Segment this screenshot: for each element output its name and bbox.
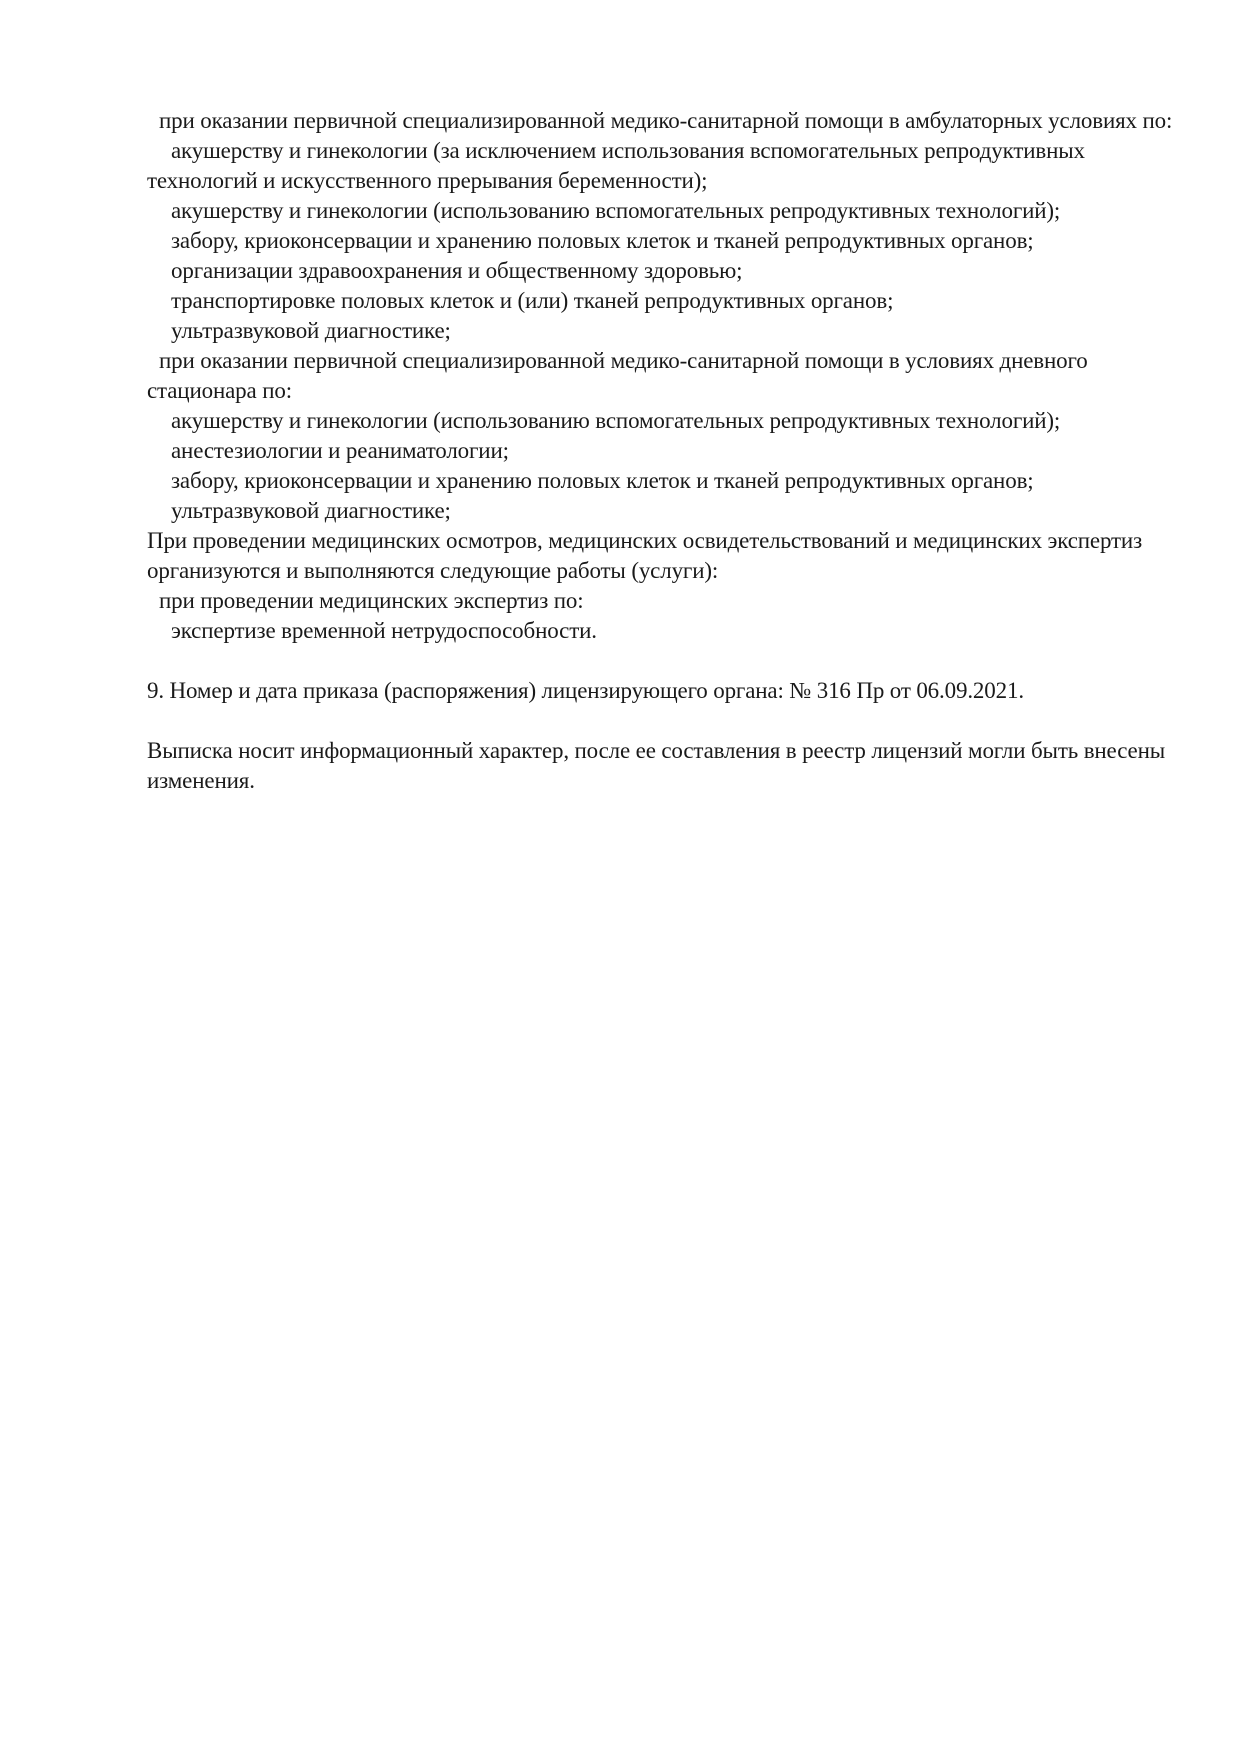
document-content: [147, 106, 1182, 796]
ambulatory-intro: при оказании первичной специализированной медико-санитарной помощи в амбулаторных условиях по:: [159, 108, 1173, 133]
ambulatory-item-cryo: забору, криоконсервации и хранению половых клеток и тканей репродуктивных органов;: [171, 228, 1034, 253]
ambulatory-item-obgyn-excl: акушерству и гинекологии (за исключением использования вспомогательных репродуктивных технологий и искусственного прерывания беременности);: [147, 138, 1085, 193]
order-number-line: 9. Номер и дата приказа (распоряжения) лицензирующего органа: № 316 Пр от 06.09.2021.: [147, 678, 1024, 703]
spacer: [147, 706, 1182, 736]
informational-note: Выписка носит информационный характер, после ее составления в реестр лицензий могли быть внесены изменения.: [147, 738, 1166, 793]
ambulatory-item-ultrasound: ультразвуковой диагностике;: [171, 318, 451, 343]
day-hospital-intro: при оказании первичной специализированной медико-санитарной помощи в условиях дневного стационара по:: [147, 348, 1088, 403]
day-hospital-item-cryo: забору, криоконсервации и хранению половых клеток и тканей репродуктивных органов;: [171, 468, 1034, 493]
ambulatory-item-obgyn-art: акушерству и гинекологии (использованию вспомогательных репродуктивных технологий);: [171, 198, 1061, 223]
expertise-intro: при проведении медицинских экспертиз по:: [159, 588, 584, 613]
day-hospital-item-ultrasound: ультразвуковой диагностике;: [171, 498, 451, 523]
expertise-heading: При проведении медицинских осмотров, медицинских освидетельствований и медицинских экспертиз организуются и выполняются следующие работы (услуги):: [147, 528, 1143, 583]
day-hospital-item-anesthesiology: анестезиологии и реаниматологии;: [171, 438, 509, 463]
expertise-item-temp-disability: экспертизе временной нетрудоспособности.: [171, 618, 597, 643]
ambulatory-item-public-health: организации здравоохранения и общественному здоровью;: [171, 258, 743, 283]
spacer: [147, 646, 1182, 676]
ambulatory-item-transport: транспортировке половых клеток и (или) тканей репродуктивных органов;: [171, 288, 894, 313]
day-hospital-item-obgyn-art: акушерству и гинекологии (использованию вспомогательных репродуктивных технологий);: [171, 408, 1061, 433]
